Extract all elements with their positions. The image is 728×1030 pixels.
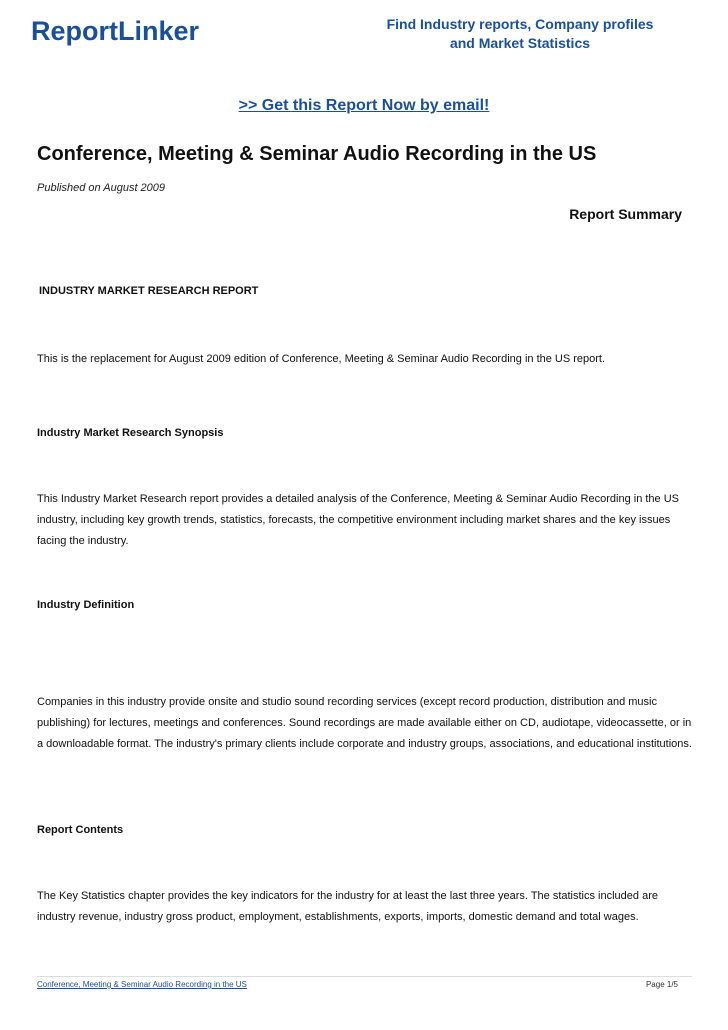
tagline-line-2: and Market Statistics [449, 35, 591, 51]
footer-divider [37, 976, 692, 977]
synopsis-paragraph: This Industry Market Research report provides a detailed analysis of the Conference, Meeting & Seminar Audio Recording in the US industry, including key growth trends, statistics, forecasts, the competitive environment including market shares and the key issues facing the industry. [37, 493, 679, 547]
report-title: Conference, Meeting & Seminar Audio Recording in the US [37, 143, 597, 165]
report-summary-label: Report Summary [569, 206, 682, 222]
header-tagline [380, 15, 660, 53]
synopsis-heading: Industry Market Research Synopsis [37, 427, 224, 439]
contents-heading: Report Contents [37, 824, 124, 836]
contents-paragraph: The Key Statistics chapter provides the key indicators for the industry for at least the last three years. The statistics included are industry revenue, industry gross product, employment, establishments, exports, imports, domestic demand and total wages. [37, 890, 658, 923]
industry-market-research-report-heading: INDUSTRY MARKET RESEARCH REPORT [39, 285, 259, 297]
get-report-link[interactable]: >> Get this Report Now by email! [238, 97, 490, 114]
replacement-paragraph: This is the replacement for August 2009 edition of Conference, Meeting & Seminar Audio Recording in the US report. [37, 353, 606, 365]
tagline-line-1: Find Industry reports, Company profiles [386, 16, 654, 32]
published-date: Published on August 2009 [37, 182, 166, 194]
footer-report-link[interactable]: Conference, Meeting & Seminar Audio Recording in the US [37, 980, 247, 989]
definition-heading: Industry Definition [37, 599, 135, 611]
reportlinker-logo[interactable]: ReportLinker [31, 16, 200, 46]
definition-paragraph: Companies in this industry provide onsite and studio sound recording services (except record production, distribution and music publishing) for lectures, meetings and conferences. Sound recordings are made available either on CD, audiotape, videocassette, or in a downloadable format. The industry's primary clients include corporate and industry groups, associations, and educational institutions. [37, 696, 692, 750]
page-number: Page 1/5 [645, 980, 678, 989]
